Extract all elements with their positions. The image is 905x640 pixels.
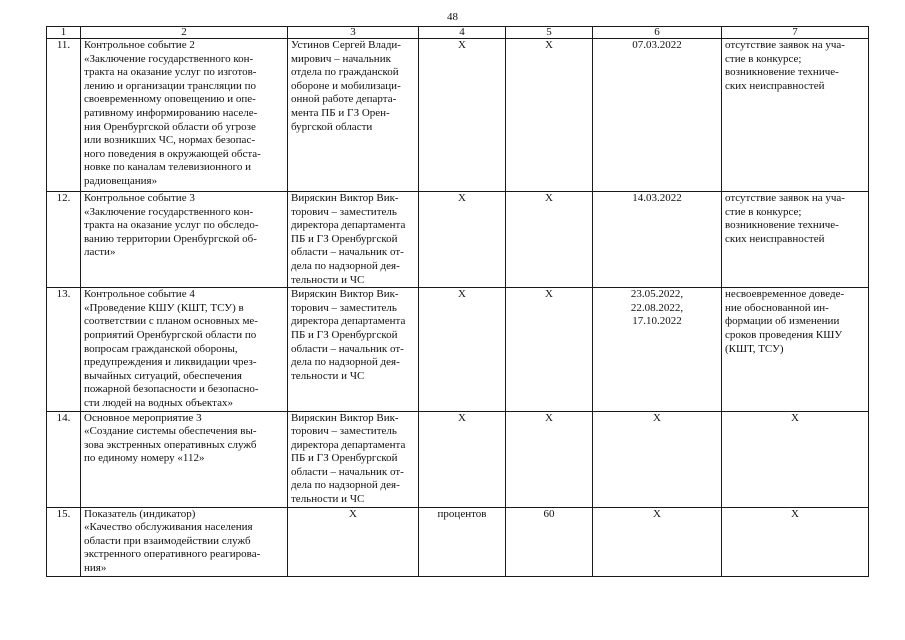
table-row <box>47 192 869 288</box>
column-header: 5 <box>506 27 593 39</box>
responsible-person: Виряскин Виктор Вик- торович – заместитель директора департамента ПБ и ГЗ Оренбургской области – начальник от- дела по надзорной дея- тельности и ЧС <box>288 192 419 288</box>
cell-date: 14.03.2022 <box>593 192 722 288</box>
table-row <box>47 507 869 576</box>
cell-date: X <box>593 411 722 507</box>
event-description: Контрольное событие 4 «Проведение КШУ (КШТ, ТСУ) в соответствии с планом основных ме- роприятий Оренбургской области по вопросам гражданской обороны, предупреждения и ликвидации чрез- вычайных ситуаций, обеспечения пожарной безопасности и безопасно- сти людей на водных объектах» <box>81 288 288 411</box>
value-cell: 60 <box>506 507 593 576</box>
event-description: Контрольное событие 2 «Заключение государственного кон- тракта на оказание услуг по изготов- лению и организации трансляции по своевременному оповещению и опе- ративному информированию населе- ния Оренбургской области об угрозе или возникших ЧС, нормах безопас- ного поведения в окружающей обста- новке по каналам телевизионного и радиовещания» <box>81 39 288 192</box>
cell-risks: отсутствие заявок на уча- стие в конкурсе; возникновение техниче- ских неисправностей <box>722 192 869 288</box>
column-header: 3 <box>288 27 419 39</box>
responsible-person: Виряскин Виктор Вик- торович – заместитель директора департамента ПБ и ГЗ Оренбургской области – начальник от- дела по надзорной дея- тельности и ЧС <box>288 411 419 507</box>
cell-risks: несвоевременное доведе- ние обоснованной ин- формации об изменении сроков проведения КШУ (КШТ, ТСУ) <box>722 288 869 411</box>
cell-date: X <box>593 507 722 576</box>
responsible-person: Виряскин Виктор Вик- торович – заместитель директора департамента ПБ и ГЗ Оренбургской области – начальник от- дела по надзорной дея- тельности и ЧС <box>288 288 419 411</box>
column-header: 7 <box>722 27 869 39</box>
column-header: 2 <box>81 27 288 39</box>
header-row <box>47 27 869 39</box>
cell-date: 07.03.2022 <box>593 39 722 192</box>
page-number: 48 <box>447 11 458 23</box>
cell-col4: X <box>419 288 506 411</box>
column-header: 4 <box>419 27 506 39</box>
row-number: 15. <box>47 507 81 576</box>
table-row <box>47 288 869 411</box>
responsible-person: Устинов Сергей Влади- мирович – начальник отдела по гражданской обороне и мобилизаци- онной работе департа- мента ПБ и ГЗ Орен- бургской области <box>288 39 419 192</box>
cell-col5: X <box>506 288 593 411</box>
cell-col5: X <box>506 411 593 507</box>
cell-date: 23.05.2022, 22.08.2022, 17.10.2022 <box>593 288 722 411</box>
responsible-person: X <box>288 507 419 576</box>
cell-col5: X <box>506 192 593 288</box>
cell-col4: X <box>419 411 506 507</box>
event-description: Основное мероприятие 3 «Создание системы обеспечения вы- зова экстренных оперативных служб по единому номеру «112» <box>81 411 288 507</box>
row-number: 14. <box>47 411 81 507</box>
cell-risks: X <box>722 411 869 507</box>
unit-cell: процентов <box>419 507 506 576</box>
cell-col5: X <box>506 39 593 192</box>
row-number: 13. <box>47 288 81 411</box>
indicator-description: Показатель (индикатор) «Качество обслуживания населения области при взаимодействии служб экстренного оперативного реагирова- ния» <box>81 507 288 576</box>
cell-risks: отсутствие заявок на уча- стие в конкурсе; возникновение техниче- ских неисправностей <box>722 39 869 192</box>
column-header: 6 <box>593 27 722 39</box>
table-row <box>47 411 869 507</box>
cell-risks: X <box>722 507 869 576</box>
event-description: Контрольное событие 3 «Заключение государственного кон- тракта на оказание услуг по обследо- ванию территории Оренбургской об- ласти» <box>81 192 288 288</box>
row-number: 12. <box>47 192 81 288</box>
cell-col4: X <box>419 39 506 192</box>
row-number: 11. <box>47 39 81 192</box>
table-row <box>47 39 869 192</box>
column-header: 1 <box>47 27 81 39</box>
schedule-table <box>46 26 869 577</box>
cell-col4: X <box>419 192 506 288</box>
